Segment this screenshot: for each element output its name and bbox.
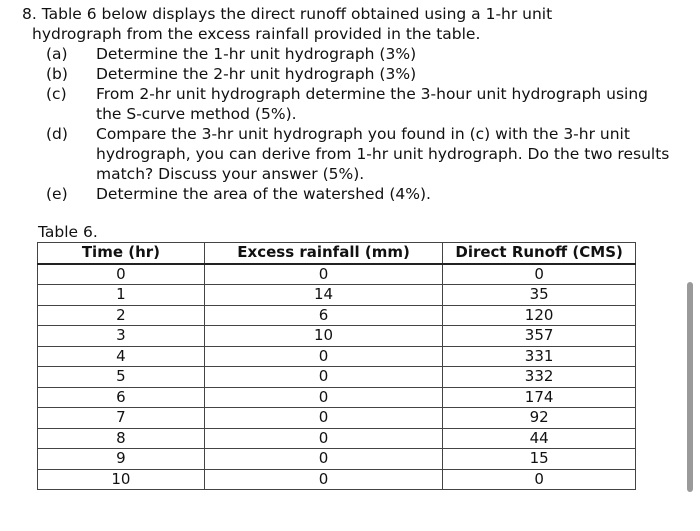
table-row (38, 264, 636, 285)
header-excess-rainfall: Excess rainfall (mm) (204, 243, 442, 264)
header-direct-runoff: Direct Runoff (CMS) (443, 243, 636, 264)
part-d (22, 124, 672, 184)
header-time: Time (hr) (38, 243, 205, 264)
cell-time: 9 (38, 449, 205, 470)
cell-time: 1 (38, 285, 205, 306)
question-line-2: hydrograph from the excess rainfall provided in the table. (32, 25, 481, 43)
cell-time: 8 (38, 428, 205, 449)
cell-excess-rainfall: 0 (204, 387, 442, 408)
cell-excess-rainfall: 0 (204, 449, 442, 470)
cell-time: 5 (38, 367, 205, 388)
table-caption: Table 6. (38, 223, 98, 241)
part-label: (b) (46, 65, 68, 83)
table-row (38, 428, 636, 449)
cell-excess-rainfall: 6 (204, 305, 442, 326)
part-label: (a) (46, 45, 68, 63)
part-text: Determine the area of the watershed (4%). (96, 185, 431, 203)
runoff-table (37, 242, 636, 490)
table-row (38, 346, 636, 367)
cell-time: 10 (38, 469, 205, 490)
cell-excess-rainfall: 0 (204, 367, 442, 388)
part-text: From 2-hr unit hydrograph determine the 3-hour unit hydrograph using the S-curve method (5%). (96, 85, 649, 123)
part-text: Compare the 3-hr unit hydrograph you found in (c) with the 3-hr unit hydrograph, you can derive from 1-hr unit hydrograph. Do the two results match? Discuss your answer (5%). (96, 125, 670, 183)
part-c (22, 84, 672, 124)
table-row (38, 367, 636, 388)
cell-direct-runoff: 15 (443, 449, 636, 470)
table-row (38, 449, 636, 470)
table-row (38, 387, 636, 408)
part-label: (c) (46, 85, 67, 103)
cell-direct-runoff: 35 (443, 285, 636, 306)
cell-excess-rainfall: 0 (204, 408, 442, 429)
part-label: (e) (46, 185, 68, 203)
table-row (38, 305, 636, 326)
cell-excess-rainfall: 14 (204, 285, 442, 306)
scrollbar-thumb[interactable] (687, 282, 693, 492)
cell-direct-runoff: 92 (443, 408, 636, 429)
cell-direct-runoff: 0 (443, 264, 636, 285)
table-row (38, 285, 636, 306)
cell-time: 3 (38, 326, 205, 347)
cell-direct-runoff: 331 (443, 346, 636, 367)
cell-time: 6 (38, 387, 205, 408)
cell-excess-rainfall: 10 (204, 326, 442, 347)
table-row (38, 408, 636, 429)
cell-excess-rainfall: 0 (204, 469, 442, 490)
cell-time: 2 (38, 305, 205, 326)
table-body (38, 264, 636, 490)
cell-direct-runoff: 174 (443, 387, 636, 408)
cell-excess-rainfall: 0 (204, 264, 442, 285)
cell-direct-runoff: 44 (443, 428, 636, 449)
cell-excess-rainfall: 0 (204, 346, 442, 367)
table-row (38, 326, 636, 347)
question-line-1: 8. Table 6 below displays the direct runoff obtained using a 1-hr unit (22, 5, 553, 23)
part-text: Determine the 2-hr unit hydrograph (3%) (96, 65, 417, 83)
question-parts (22, 44, 672, 204)
question-block (22, 4, 672, 204)
cell-direct-runoff: 357 (443, 326, 636, 347)
table-header-row (38, 243, 636, 264)
part-text: Determine the 1-hr unit hydrograph (3%) (96, 45, 417, 63)
cell-direct-runoff: 0 (443, 469, 636, 490)
part-e (22, 184, 672, 204)
cell-time: 4 (38, 346, 205, 367)
cell-direct-runoff: 332 (443, 367, 636, 388)
part-label: (d) (46, 125, 68, 143)
part-a (22, 44, 672, 64)
part-b (22, 64, 672, 84)
cell-time: 0 (38, 264, 205, 285)
cell-excess-rainfall: 0 (204, 428, 442, 449)
cell-direct-runoff: 120 (443, 305, 636, 326)
table-row (38, 469, 636, 490)
cell-time: 7 (38, 408, 205, 429)
